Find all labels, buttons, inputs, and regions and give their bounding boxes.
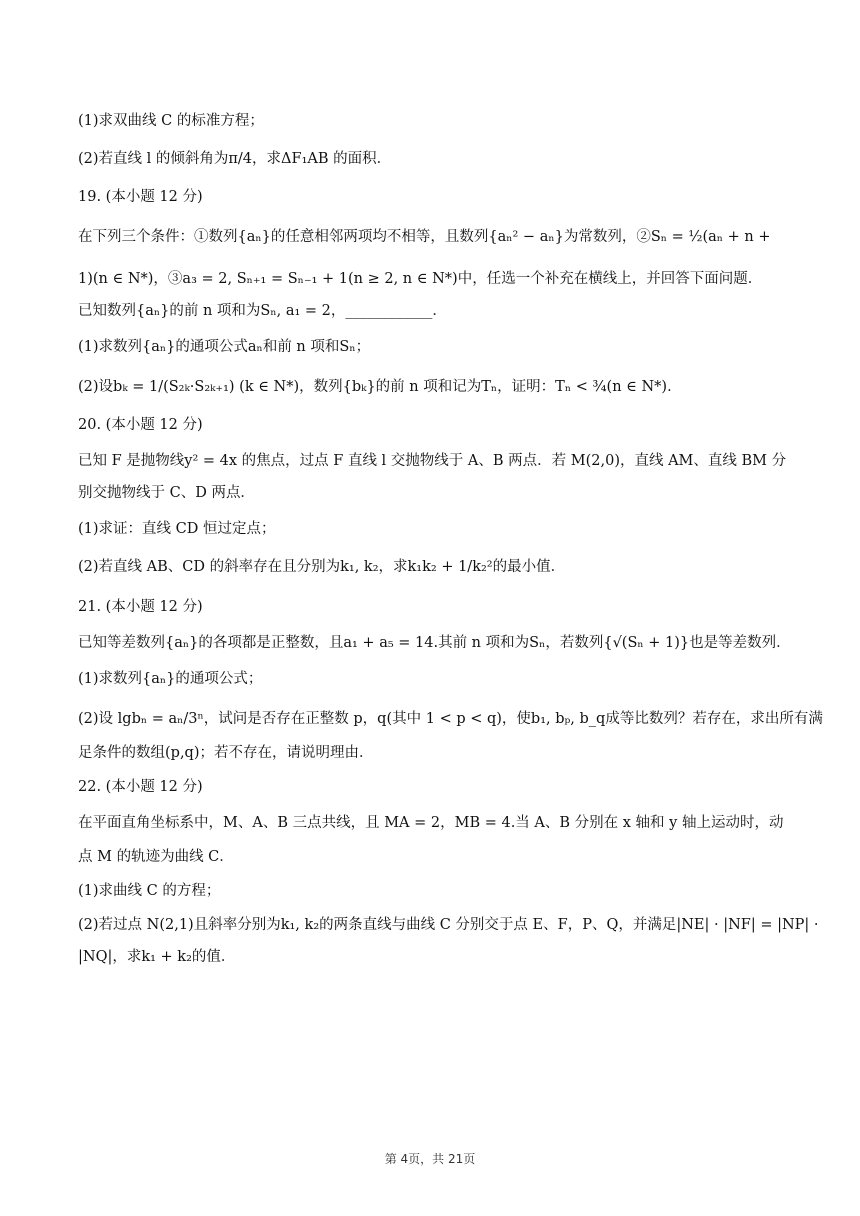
text-line: (1)求曲线 C 的方程； (78, 883, 221, 899)
text-line: (2)若直线 l 的倾斜角为π/4，求ΔF₁AB 的面积． (78, 151, 392, 167)
text-line: 在下列三个条件：①数列{aₙ}的任意相邻两项均不相等，且数列{aₙ² − aₙ}为常数列，②Sₙ = ½(aₙ + n + (78, 229, 771, 245)
text-line: 在平面直角坐标系中，M、A、B 三点共线，且 MA = 2，MB = 4.当 A、B 分别在 x 轴和 y 轴上运动时，动 (78, 815, 784, 831)
question-heading: 21. (本小题 12 分) (78, 599, 203, 615)
text-line: 已知 F 是抛物线y² = 4x 的焦点，过点 F 直线 l 交抛物线于 A、B 两点．若 M(2,0)，直线 AM、直线 BM 分 (78, 453, 787, 469)
question-heading: 19. (本小题 12 分) (78, 189, 203, 205)
text-line: (2)若直线 AB、CD 的斜率存在且分别为k₁, k₂，求k₁k₂ + 1/k₂²的最小值． (78, 559, 566, 575)
page-footer: 第 4页，共 21页 (384, 1152, 476, 1166)
text-line: 1)(n ∈ N*)，③a₃ = 2, Sₙ₊₁ = Sₙ₋₁ + 1(n ≥ 2, n ∈ N*)中，任选一个补充在横线上，并回答下面问题． (78, 271, 763, 287)
text-line: (1)求证：直线 CD 恒过定点； (78, 521, 276, 537)
text-line: 点 M 的轨迹为曲线 C． (78, 849, 234, 865)
text-line: 已知数列{aₙ}的前 n 项和为Sₙ, a₁ = 2，____________． (78, 303, 447, 319)
text-line: (2)若过点 N(2,1)且斜率分别为k₁, k₂的两条直线与曲线 C 分别交于点 E、F，P、Q，并满足|NE| · |NF| = |NP| · (78, 917, 819, 933)
text-line: (1)求双曲线 C 的标准方程； (78, 113, 264, 129)
text-line: (1)求数列{aₙ}的通项公式； (78, 671, 263, 687)
text-line: (1)求数列{aₙ}的通项公式aₙ和前 n 项和Sₙ； (78, 339, 371, 355)
text-line: (2)设 lgbₙ = aₙ/3ⁿ，试问是否存在正整数 p，q(其中 1 < p < q)，使b₁, bₚ, b_q成等比数列？若存在，求出所有满 (78, 711, 823, 727)
question-heading: 20. (本小题 12 分) (78, 417, 203, 433)
text-line: 已知等差数列{aₙ}的各项都是正整数，且a₁ + a₅ = 14.其前 n 项和为Sₙ，若数列{√(Sₙ + 1)}也是等差数列． (78, 635, 791, 651)
text-line: |NQ|，求k₁ + k₂的值． (78, 949, 236, 965)
question-heading: 22. (本小题 12 分) (78, 779, 203, 795)
text-line: 足条件的数组(p,q)；若不存在，请说明理由． (78, 745, 374, 761)
text-line: (2)设bₖ = 1/(S₂ₖ·S₂ₖ₊₁) (k ∈ N*)，数列{bₖ}的前 n 项和记为Tₙ，证明：Tₙ < ¾(n ∈ N*)． (78, 379, 682, 395)
text-line: 别交抛物线于 C、D 两点． (78, 485, 255, 501)
